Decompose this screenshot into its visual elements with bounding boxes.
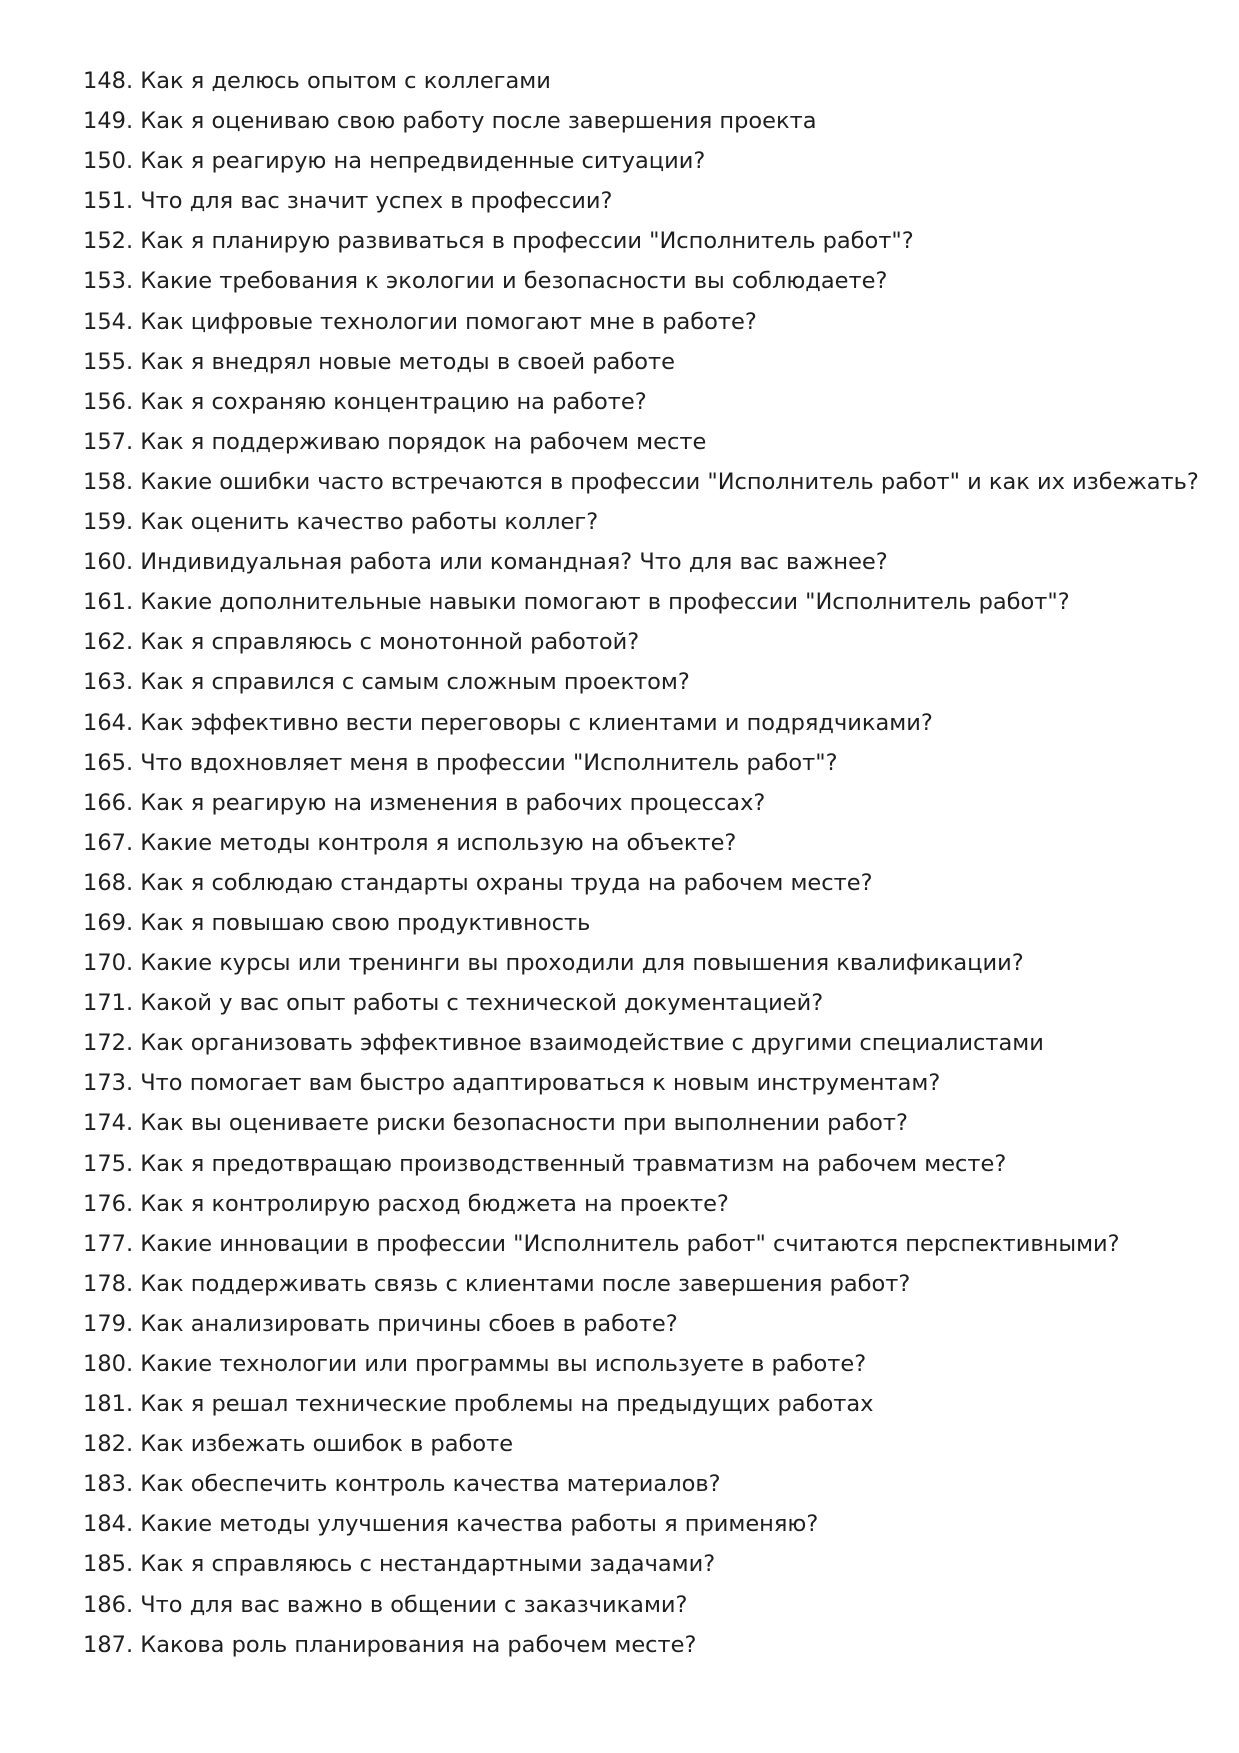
- list-item: 174. Как вы оцениваете риски безопасности при выполнении работ?: [83, 1110, 908, 1137]
- list-item: 152. Как я планирую развиваться в профессии "Исполнитель работ"?: [83, 228, 914, 255]
- list-item: 178. Как поддерживать связь с клиентами после завершения работ?: [83, 1270, 911, 1297]
- list-item: 165. Что вдохновляет меня в профессии "Исполнитель работ"?: [83, 749, 838, 776]
- list-item: 169. Как я повышаю свою продуктивность: [83, 909, 591, 936]
- list-item: 185. Как я справляюсь с нестандартными задачами?: [83, 1551, 716, 1578]
- list-item: 183. Как обеспечить контроль качества материалов?: [83, 1471, 721, 1498]
- list-item: 151. Что для вас значит успех в профессии?: [83, 188, 613, 215]
- question-list: [83, 61, 1213, 1665]
- list-item: 158. Какие ошибки часто встречаются в профессии "Исполнитель работ" и как их избежать?: [83, 468, 1199, 495]
- list-item: 161. Какие дополнительные навыки помогают в профессии "Исполнитель работ"?: [83, 589, 1070, 616]
- list-item: 186. Что для вас важно в общении с заказчиками?: [83, 1591, 688, 1618]
- list-item: 170. Какие курсы или тренинги вы проходили для повышения квалификации?: [83, 950, 1024, 977]
- list-item: 149. Как я оцениваю свою работу после завершения проекта: [83, 108, 817, 135]
- list-item: 176. Как я контролирую расход бюджета на проекте?: [83, 1190, 729, 1217]
- list-item: 148. Как я делюсь опытом с коллегами: [83, 68, 551, 94]
- list-item: 154. Как цифровые технологии помогают мне в работе?: [83, 308, 757, 335]
- list-item: 182. Как избежать ошибок в работе: [83, 1431, 514, 1458]
- list-item: 164. Как эффективно вести переговоры с клиентами и подрядчиками?: [83, 709, 933, 736]
- list-item: 172. Как организовать эффективное взаимодействие с другими специалистами: [83, 1030, 1044, 1057]
- list-item: 173. Что помогает вам быстро адаптироваться к новым инструментам?: [83, 1070, 941, 1097]
- list-item: 187. Какова роль планирования на рабочем месте?: [83, 1631, 697, 1658]
- list-item: 160. Индивидуальная работа или командная? Что для вас важнее?: [83, 549, 888, 576]
- list-item: 167. Какие методы контроля я использую на объекте?: [83, 829, 737, 856]
- list-item: 157. Как я поддерживаю порядок на рабочем месте: [83, 428, 707, 455]
- list-item: 171. Какой у вас опыт работы с технической документацией?: [83, 990, 824, 1017]
- list-item: 159. Как оценить качество работы коллег?: [83, 509, 599, 536]
- list-item: 156. Как я сохраняю концентрацию на работе?: [83, 388, 647, 415]
- list-item: 163. Как я справился с самым сложным проектом?: [83, 669, 690, 696]
- list-item: 150. Как я реагирую на непредвиденные ситуации?: [83, 148, 706, 175]
- list-item: 184. Какие методы улучшения качества работы я применяю?: [83, 1511, 819, 1538]
- list-item: 155. Как я внедрял новые методы в своей работе: [83, 348, 675, 375]
- list-item: 168. Как я соблюдаю стандарты охраны труда на рабочем месте?: [83, 869, 873, 896]
- list-item: 175. Как я предотвращаю производственный травматизм на рабочем месте?: [83, 1150, 1007, 1177]
- list-item: 153. Какие требования к экологии и безопасности вы соблюдаете?: [83, 268, 888, 295]
- list-item: 162. Как я справляюсь с монотонной работой?: [83, 629, 640, 656]
- list-item: 166. Как я реагирую на изменения в рабочих процессах?: [83, 789, 766, 816]
- list-item: 180. Какие технологии или программы вы используете в работе?: [83, 1351, 867, 1377]
- list-item: 181. Как я решал технические проблемы на предыдущих работах: [83, 1391, 874, 1418]
- list-item: 177. Какие инновации в профессии "Исполнитель работ" считаются перспективными?: [83, 1230, 1120, 1257]
- list-item: 179. Как анализировать причины сбоев в работе?: [83, 1310, 678, 1337]
